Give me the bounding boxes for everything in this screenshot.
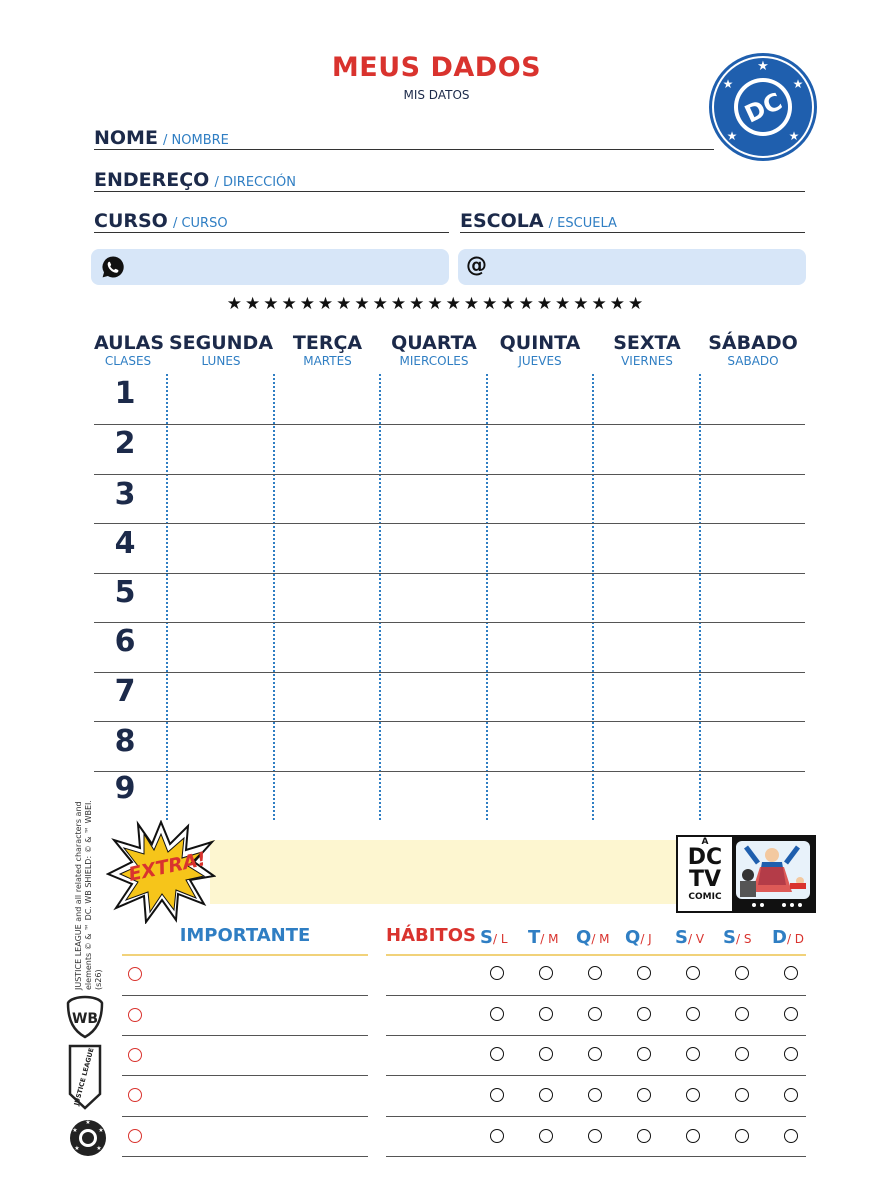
importante-underline [122, 954, 368, 956]
curso-field[interactable] [94, 210, 449, 233]
superheroes-illustration [732, 837, 814, 911]
period-number: 9 [114, 771, 136, 806]
jl-logo-text: JUSTICE LEAGUE [72, 1047, 96, 1107]
habit-day-header [576, 927, 610, 948]
col-segunda [168, 332, 274, 368]
habit-day-sub: / V [687, 932, 705, 946]
habit-checkbox[interactable] [637, 966, 651, 980]
page-title: MEUS DADOS [331, 52, 542, 83]
col-aulas-label: AULAS [94, 332, 165, 354]
tv-comic: COMIC [688, 892, 722, 902]
habit-checkbox[interactable] [686, 966, 700, 980]
habit-day-header [625, 927, 652, 948]
habit-day-letter: S [480, 927, 493, 948]
svg-text:★: ★ [98, 1127, 104, 1134]
period-number: 4 [114, 526, 136, 561]
habit-checkbox[interactable] [784, 1007, 798, 1021]
habit-day-letter: D [772, 927, 787, 948]
period-number: 1 [114, 376, 136, 411]
habit-day-letter: S [675, 927, 688, 948]
whatsapp-icon [101, 255, 125, 279]
habit-day-header [772, 927, 804, 948]
col-quarta [381, 332, 487, 368]
svg-text:★: ★ [96, 1145, 102, 1152]
col-sexta-label: SEXTA [613, 332, 681, 354]
habit-checkbox[interactable] [490, 1088, 504, 1102]
habit-checkbox[interactable] [539, 1007, 553, 1021]
importante-line [122, 995, 368, 996]
endereco-label: ENDEREÇO [94, 169, 210, 191]
habit-checkbox[interactable] [588, 1088, 602, 1102]
habit-day-sub: / M [591, 932, 610, 946]
habit-line [386, 1156, 806, 1157]
habit-day-sub: / J [640, 932, 652, 946]
habit-checkbox[interactable] [490, 1007, 504, 1021]
habit-day-sub: / L [492, 932, 508, 946]
svg-text:★: ★ [72, 1127, 78, 1134]
habit-checkbox[interactable] [686, 1129, 700, 1143]
habit-checkbox[interactable] [784, 966, 798, 980]
col-divider [486, 374, 488, 820]
habit-checkbox[interactable] [539, 1047, 553, 1061]
habit-checkbox[interactable] [735, 966, 749, 980]
stars-divider: ★★★★★★★★★★★★★★★★★★★★★★★ [226, 294, 647, 314]
habit-checkbox[interactable] [686, 1088, 700, 1102]
habitos-underline [386, 954, 806, 956]
tv-dc: DC [687, 845, 723, 870]
habit-day-header [528, 927, 559, 948]
nome-label: NOME [94, 127, 158, 149]
habit-day-header [723, 927, 751, 948]
period-number: 3 [114, 477, 136, 512]
col-terca-label: TERÇA [292, 332, 363, 354]
habit-day-sub: / D [786, 932, 805, 946]
legal-notice: JUSTICE LEAGUE and all related characters and elements © & ™ DC. WB SHIELD: © & ™ WBEI. (s26) [74, 800, 103, 990]
col-quinta-sub: JUEVES [518, 354, 562, 368]
dc-small-logo [68, 1118, 108, 1158]
habit-checkbox[interactable] [588, 966, 602, 980]
habit-day-letter: T [528, 927, 541, 948]
svg-text:★: ★ [85, 1119, 91, 1126]
email-field[interactable] [458, 249, 806, 285]
dc-tv-text-block [678, 837, 732, 911]
habit-checkbox[interactable] [539, 1129, 553, 1143]
col-sabado [701, 332, 805, 368]
habit-day-header [480, 927, 508, 948]
habit-checkbox[interactable] [588, 1129, 602, 1143]
nome-field[interactable] [94, 127, 714, 150]
dc-logo [708, 52, 818, 162]
habit-checkbox[interactable] [686, 1047, 700, 1061]
escola-field[interactable] [460, 210, 805, 233]
period-number: 7 [114, 674, 136, 709]
escola-sub-label: / ESCUELA [548, 216, 617, 231]
habit-day-letter: Q [625, 927, 641, 948]
importante-line [122, 1116, 368, 1117]
habit-grid [490, 966, 810, 1146]
period-number: 8 [114, 724, 136, 759]
habit-checkbox[interactable] [637, 1047, 651, 1061]
importante-line [122, 1035, 368, 1036]
row-line [94, 424, 805, 425]
habit-checkbox[interactable] [588, 1047, 602, 1061]
habit-checkbox[interactable] [784, 1129, 798, 1143]
svg-text:★: ★ [74, 1145, 80, 1152]
row-line [94, 622, 805, 623]
habit-checkbox[interactable] [784, 1047, 798, 1061]
habit-checkbox[interactable] [784, 1088, 798, 1102]
svg-text:★: ★ [792, 77, 804, 91]
endereco-field[interactable] [94, 169, 805, 192]
row-line [94, 721, 805, 722]
col-sexta-sub: VIERNES [621, 354, 673, 368]
period-number: 5 [114, 575, 136, 610]
importante-line [122, 1156, 368, 1157]
period-number: 2 [114, 426, 136, 461]
curso-label: CURSO [94, 210, 168, 232]
col-aulas [94, 332, 165, 368]
col-sabado-sub: SABADO [727, 354, 779, 368]
tv-tv: TV [688, 867, 722, 892]
habit-day-sub: / S [735, 932, 752, 946]
col-divider [699, 374, 701, 820]
habit-checkbox[interactable] [637, 1088, 651, 1102]
col-aulas-sub: CLASES [104, 354, 152, 368]
col-terca-sub: MARTES [303, 354, 352, 368]
wb-logo-text: WB [71, 1011, 99, 1027]
col-sabado-label: SÁBADO [708, 332, 798, 354]
col-sexta [594, 332, 700, 368]
habit-day-header [675, 927, 704, 948]
habitos-heading: HÁBITOS [386, 925, 476, 946]
importante-checkbox[interactable] [128, 967, 142, 981]
col-quinta [488, 332, 592, 368]
svg-text:★: ★ [726, 129, 738, 143]
col-quarta-label: QUARTA [391, 332, 477, 354]
tv-a: A [701, 837, 709, 847]
importante-checkbox[interactable] [128, 1129, 142, 1143]
row-line [94, 523, 805, 524]
col-terca [275, 332, 380, 368]
whatsapp-field[interactable] [91, 249, 449, 285]
curso-sub-label: / CURSO [172, 216, 228, 231]
col-divider [166, 374, 168, 820]
justice-league-logo [66, 1042, 104, 1112]
page-subtitle: MIS DATOS [403, 88, 470, 102]
col-quinta-label: QUINTA [499, 332, 581, 354]
row-line [94, 573, 805, 574]
habit-checkbox[interactable] [588, 1007, 602, 1021]
col-divider [592, 374, 594, 820]
row-line [94, 771, 805, 772]
svg-text:★: ★ [722, 77, 734, 91]
habit-checkbox[interactable] [490, 1129, 504, 1143]
row-line [94, 672, 805, 673]
period-number: 6 [114, 624, 136, 659]
col-segunda-sub: LUNES [201, 354, 241, 368]
wb-shield-logo [66, 995, 104, 1039]
importante-checkbox[interactable] [128, 1048, 142, 1062]
habit-checkbox[interactable] [735, 1129, 749, 1143]
habit-day-letter: S [723, 927, 736, 948]
habit-checkbox[interactable] [539, 966, 553, 980]
nome-sub-label: / NOMBRE [163, 133, 229, 148]
svg-text:★: ★ [757, 59, 769, 74]
endereco-sub-label: / DIRECCIÓN [214, 175, 296, 190]
col-quarta-sub: MIERCOLES [399, 354, 469, 368]
habit-checkbox[interactable] [539, 1088, 553, 1102]
extra-badge-text: EXTRA! [126, 848, 209, 886]
habit-checkbox[interactable] [735, 1007, 749, 1021]
habit-checkbox[interactable] [735, 1047, 749, 1061]
escola-label: ESCOLA [460, 210, 544, 232]
col-divider [379, 374, 381, 820]
extra-notes-band[interactable] [210, 840, 676, 904]
habit-day-letter: Q [576, 927, 592, 948]
importante-heading: IMPORTANTE [179, 925, 311, 946]
row-line [94, 474, 805, 475]
dc-tv-comic-logo [676, 835, 816, 913]
habit-checkbox[interactable] [637, 1129, 651, 1143]
svg-text:DC: DC [740, 87, 787, 129]
importante-line [122, 1075, 368, 1076]
importante-checkbox[interactable] [128, 1008, 142, 1022]
col-segunda-label: SEGUNDA [168, 332, 274, 354]
habit-checkbox[interactable] [490, 966, 504, 980]
habit-day-sub: / M [540, 932, 559, 946]
at-icon: @ [466, 253, 487, 277]
habit-checkbox[interactable] [637, 1007, 651, 1021]
svg-text:★: ★ [788, 129, 800, 143]
col-divider [273, 374, 275, 820]
habit-checkbox[interactable] [490, 1047, 504, 1061]
importante-checkbox[interactable] [128, 1088, 142, 1102]
habit-checkbox[interactable] [735, 1088, 749, 1102]
habit-checkbox[interactable] [686, 1007, 700, 1021]
